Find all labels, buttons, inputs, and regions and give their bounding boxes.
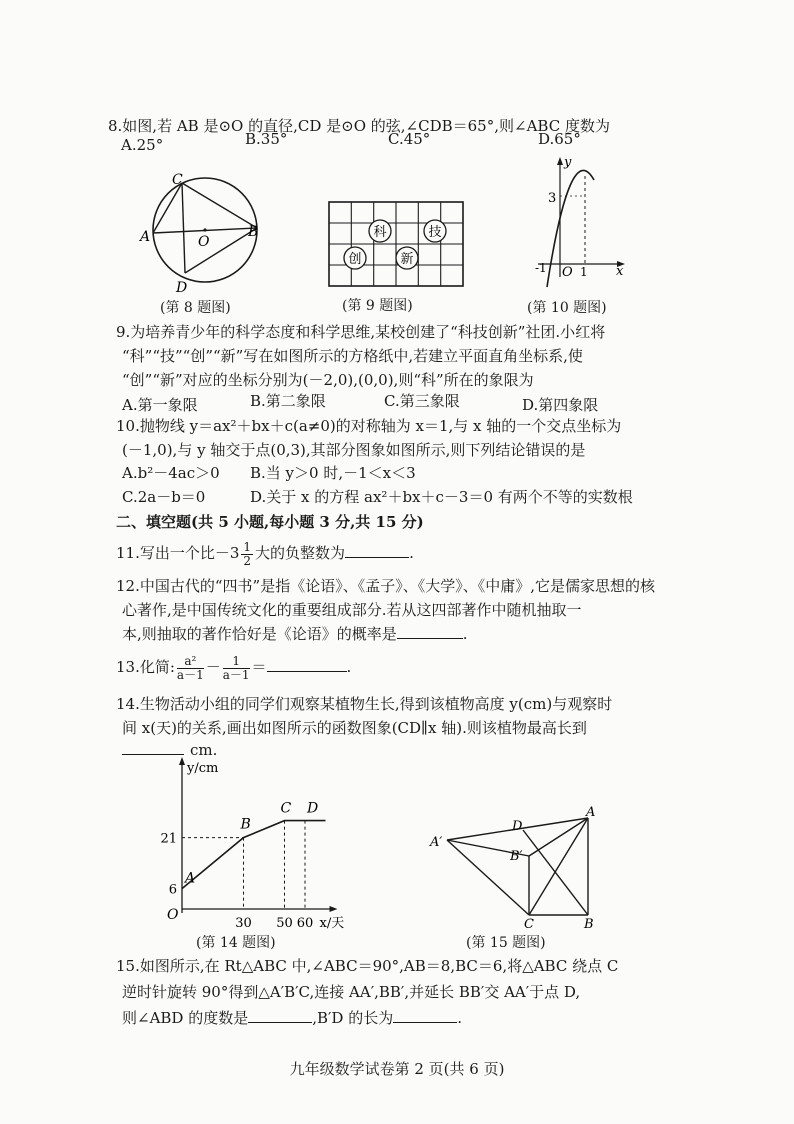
y-tick-6: 6 — [168, 882, 177, 898]
svg-text:新: 新 — [400, 252, 414, 267]
fig9-char-ji — [424, 220, 446, 242]
q12-line1: 12.中国古代的“四书”是指《论语》、《孟子》、《大学》、《中庸》,它是儒家思想的核 — [116, 577, 655, 595]
q10-option-b: B.当 y＞0 时,－1＜x＜3 — [250, 464, 416, 482]
fig10-label-o: O — [562, 265, 573, 280]
q15-line2: 逆时针旋转 90°得到△A′B′C,连接 AA′,BB′,并延长 BB′交 AA′于点 D, — [122, 983, 581, 1001]
origin-label: O — [167, 907, 179, 923]
y-axis-arrow — [179, 757, 185, 765]
q13-fraction-1: $\frac{\text{a²}}{a-1}$ — [176, 653, 204, 682]
fig8-label-a: A — [140, 229, 151, 245]
point-label-a: A — [185, 870, 196, 887]
q8-option-d: D.65° — [538, 130, 581, 148]
q12-line2: 心著作,是中国传统文化的重要组成部分.若从这四部著作中随机抽取一 — [122, 601, 582, 619]
fig10-label-y: y — [564, 155, 572, 170]
y-axis-label: y/cm — [187, 761, 219, 776]
q11-answer-blank[interactable] — [345, 557, 409, 558]
fig15-label-aprime: A′ — [430, 835, 443, 850]
figure-10 — [530, 152, 630, 292]
q9-line3: “创”“新”对应的坐标分别为(－2,0),(0,0),则“科”所在的象限为 — [122, 371, 534, 389]
q13: 13.化简: $\frac{\text{a²}}{a-1}$ － $\frac{1}{a-1}$ ＝ . — [116, 653, 352, 682]
q14-line3: cm. — [122, 740, 217, 760]
q9-option-b: B.第二象限 — [250, 392, 326, 410]
q9-option-a: A.第一象限 — [122, 396, 198, 414]
q13-fraction-2: $\frac{1}{a-1}$ — [222, 653, 250, 682]
q12-answer-blank[interactable] — [397, 638, 463, 639]
x-axis-label: x/天 — [319, 916, 345, 931]
fig10-caption: (第 10 题图) — [527, 300, 607, 316]
q11-fraction: $\frac{1}{2}$ — [243, 539, 252, 568]
fig15-caption: (第 15 题图) — [466, 935, 546, 951]
q9-option-d: D.第四象限 — [522, 396, 599, 414]
q10-line2: (－1,0),与 y 轴交于点(0,3),其部分图象如图所示,则下列结论错误的是 — [122, 441, 586, 459]
svg-text:技: 技 — [428, 225, 442, 240]
figure-8 — [130, 170, 270, 295]
point-label-d: D — [307, 800, 319, 817]
growth-series-line — [182, 821, 326, 889]
point-label-c: C — [280, 800, 292, 817]
q9-line2: “科”“技”“创”“新”写在如图所示的方格纸中,若建立平面直角坐标系,使 — [122, 347, 583, 365]
q8-option-a: A.25° — [121, 136, 164, 154]
x-tick-60: 60 — [296, 916, 314, 931]
svg-text:科: 科 — [373, 225, 387, 240]
fig8-chord-cd — [182, 183, 185, 273]
point-label-b: B — [240, 816, 251, 833]
fig8-label-d: D — [176, 280, 188, 296]
q11: 11.写出一个比－3 $\frac{1}{2}$ 大的负整数为 . — [116, 539, 414, 568]
fig9-char-ke — [369, 220, 391, 242]
fig10-label-neg1: -1 — [535, 261, 547, 275]
x-tick-30: 30 — [235, 916, 252, 931]
fig9-caption: (第 9 题图) — [342, 298, 413, 314]
fig8-caption: (第 8 题图) — [160, 300, 231, 316]
fig14-caption: (第 14 题图) — [196, 935, 276, 951]
q14-answer-blank[interactable] — [122, 754, 184, 755]
y-tick-21: 21 — [160, 831, 177, 847]
q15-line1: 15.如图所示,在 Rt△ABC 中,∠ABC＝90°,AB＝8,BC＝6,将△ABC 绕点 C — [116, 957, 619, 975]
fig9-char-xin — [396, 247, 418, 269]
q14-line2: 间 x(天)的关系,画出如图所示的函数图象(CD∥x 轴).则该植物最高长到 — [122, 719, 587, 737]
q8-option-c: C.45° — [388, 130, 431, 148]
q10-option-c: C.2a－b＝0 — [122, 488, 206, 506]
q9-line1: 9.为培养青少年的科学态度和科学思维,某校创建了“科技创新”社团.小红将 — [116, 323, 606, 341]
fig8-chord-cb — [182, 183, 257, 228]
figure-14-chart — [160, 756, 370, 936]
q8-stem: 8.如图,若 AB 是⊙O 的直径,CD 是⊙O 的弦,∠CDB＝65°,则∠ABC 度数为 — [108, 117, 610, 135]
fig8-chord-db — [185, 228, 257, 273]
fig8-label-c: C — [172, 172, 183, 188]
q10-line1: 10.抛物线 y＝ax²＋bx＋c(a≠0)的对称轴为 x＝1,与 x 轴的一个交点坐标为 — [116, 417, 622, 435]
section-2-heading: 二、填空题(共 5 小题,每小题 3 分,共 15 分) — [116, 513, 424, 531]
fig15-label-b: B — [584, 917, 594, 932]
q13-answer-blank[interactable] — [267, 671, 347, 672]
q10-option-d: D.关于 x 的方程 ax²＋bx＋c－3＝0 有两个不等的实数根 — [250, 488, 633, 506]
fig10-label-1: 1 — [580, 265, 588, 279]
fig10-label-x: x — [616, 264, 624, 279]
fig15-label-d: D — [512, 819, 523, 834]
fig15-line-bprime-a — [529, 818, 588, 856]
fig9-char-chuang — [344, 247, 366, 269]
x-axis-arrow — [330, 906, 338, 912]
fig15-line-ac — [529, 818, 588, 915]
figure-15 — [426, 800, 616, 930]
q8-option-b: B.35° — [245, 130, 288, 148]
fig15-label-c: C — [524, 917, 534, 932]
q15-answer-blank-2[interactable] — [393, 1022, 457, 1023]
q14-line1: 14.生物活动小组的同学们观察某植物生长,得到该植物高度 y(cm)与观察时 — [116, 695, 613, 713]
q12-line3: 本,则抽取的著作恰好是《论语》的概率是 . — [122, 625, 468, 643]
fig8-label-b: B — [248, 224, 259, 240]
x-tick-50: 50 — [276, 916, 293, 931]
q15-answer-blank-1[interactable] — [248, 1022, 312, 1023]
fig15-line-bd — [523, 830, 588, 915]
svg-text:创: 创 — [348, 252, 362, 267]
figure-9 — [329, 202, 463, 286]
fig15-label-a: A — [586, 805, 596, 820]
fig15-label-bprime: B′ — [510, 849, 523, 864]
q15-line3: 则∠ABD 的度数是 ,B′D 的长为 . — [122, 1009, 463, 1027]
fig8-label-o: O — [198, 234, 210, 250]
page-footer: 九年级数学试卷第 2 页(共 6 页) — [289, 1060, 505, 1078]
q10-option-a: A.b²－4ac＞0 — [122, 464, 220, 482]
q9-option-c: C.第三象限 — [384, 392, 460, 410]
fig10-label-3: 3 — [548, 191, 557, 206]
